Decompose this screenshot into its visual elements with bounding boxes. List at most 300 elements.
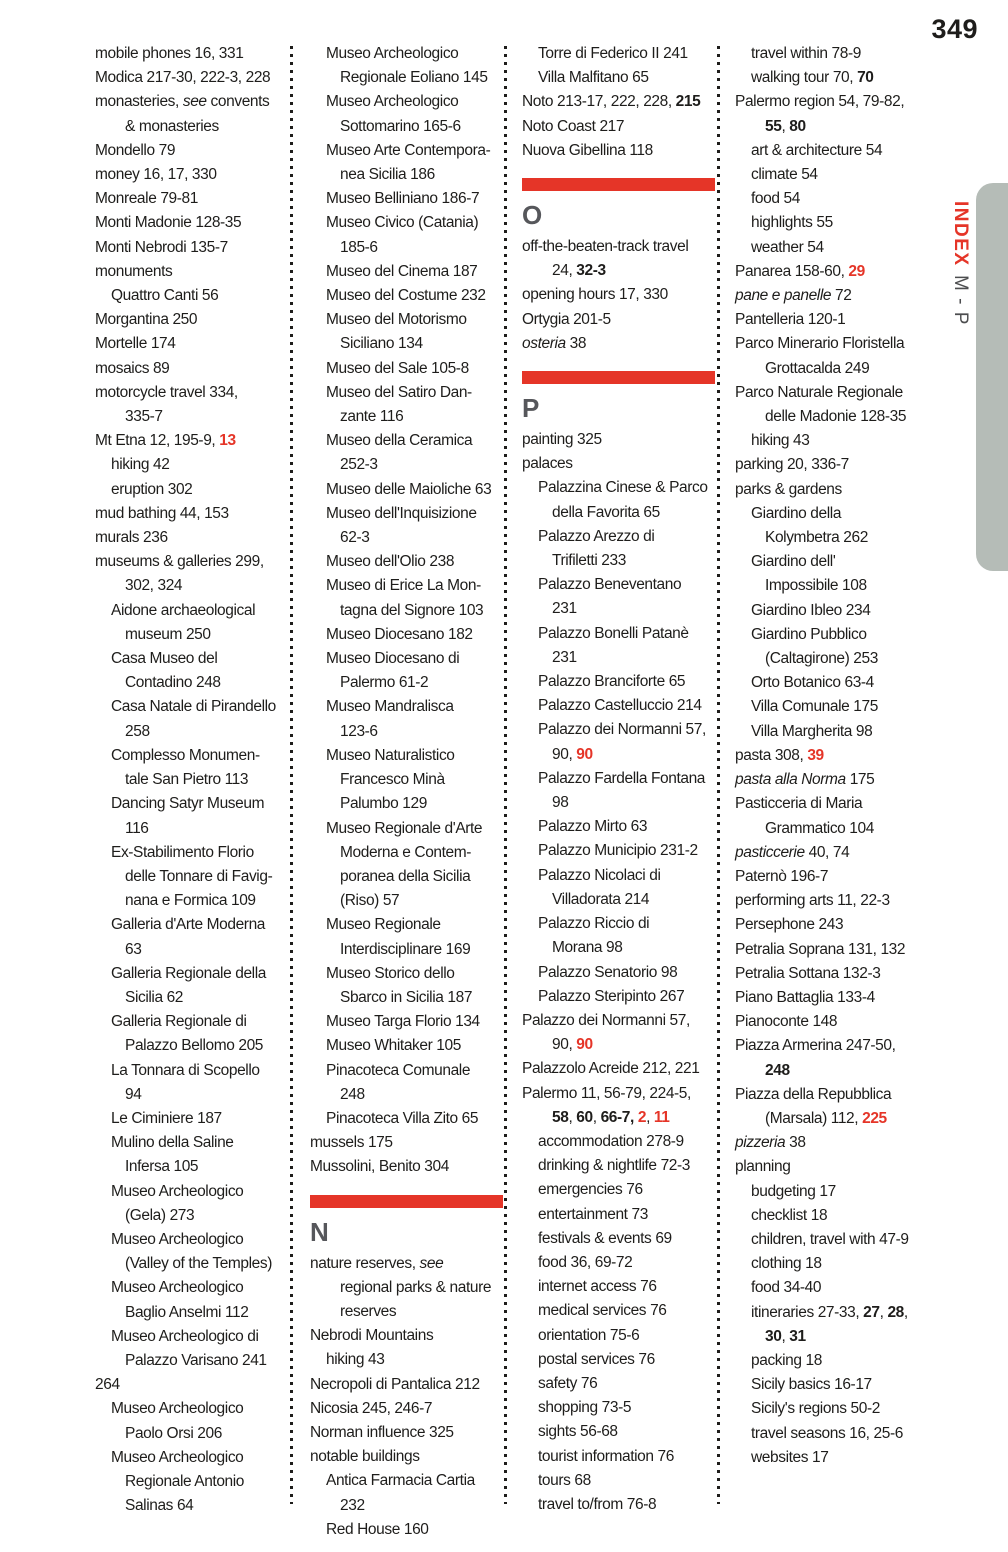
entry-text: hiking 43 — [326, 1351, 385, 1369]
entry-text: Museo dell'Inquisizione — [326, 504, 477, 522]
index-entry-line — [310, 938, 510, 962]
entry-text: Palazzo Riccio di — [538, 915, 650, 933]
index-entry-line — [735, 284, 935, 308]
entry-text: Noto Coast 217 — [522, 117, 625, 135]
entry-text: Giardino dell' — [751, 553, 836, 571]
index-entry-line — [95, 115, 295, 139]
index-entry-line — [522, 1057, 722, 1081]
entry-text: 252-3 — [340, 456, 378, 474]
entry-text: Museo Archeologico — [111, 1448, 244, 1466]
index-entry-line — [95, 308, 295, 332]
entry-text: itineraries 27-33, — [751, 1303, 864, 1321]
entry-text: climate 54 — [751, 166, 818, 184]
index-entry-line — [522, 694, 722, 718]
index-entry-line — [522, 308, 722, 332]
entry-text: monasteries, — [95, 93, 183, 111]
entry-text: 90, — [552, 745, 577, 763]
entry-text: hiking 43 — [751, 432, 810, 450]
page-reference: 58 — [552, 1108, 569, 1126]
entry-text: zante 116 — [340, 408, 404, 426]
entry-text: Mondello 79 — [95, 141, 176, 159]
index-entry-line — [310, 647, 510, 671]
index-entry-line — [310, 1324, 510, 1348]
index-entry-line — [310, 1155, 510, 1179]
index-entry-line — [310, 1300, 510, 1324]
entry-text: pane e panelle — [735, 287, 832, 305]
index-entry-line — [522, 839, 722, 863]
index-entry-line — [310, 913, 510, 937]
entry-text: 90, — [552, 1036, 577, 1054]
entry-text: mud bathing 44, 153 — [95, 504, 229, 522]
index-entry-line — [95, 1107, 295, 1131]
index-entry-line — [95, 550, 295, 574]
entry-text: Sottomarino 165-6 — [340, 117, 461, 135]
index-entry-line — [95, 962, 295, 986]
page-reference: 80 — [789, 117, 806, 135]
entry-text: 231 — [552, 648, 577, 666]
entry-text: mobile phones 16, 331 — [95, 45, 244, 62]
entry-text: Monreale 79-81 — [95, 190, 198, 208]
entry-text: Sicily's regions 50-2 — [751, 1400, 880, 1418]
entry-text: money 16, 17, 330 — [95, 166, 217, 184]
page-number: 349 — [931, 14, 978, 44]
index-entry-line — [95, 1180, 295, 1204]
index-entry-line — [735, 429, 935, 453]
entry-text: Pinacoteca Villa Zito 65 — [326, 1109, 479, 1127]
entry-text: Dancing Satyr Museum — [111, 795, 265, 813]
index-entry-line — [95, 260, 295, 284]
entry-text: Museo Archeologico — [111, 1279, 244, 1297]
section-letter: N — [310, 1216, 329, 1247]
entry-text: Sicily basics 16-17 — [751, 1376, 872, 1394]
entry-text: walking tour 70, — [751, 69, 858, 87]
entry-text: clothing 18 — [751, 1255, 822, 1273]
index-entry-line — [522, 1275, 722, 1299]
entry-text: poranea della Sicilia — [340, 867, 471, 885]
entry-text: (Marsala) 112, — [765, 1109, 863, 1127]
entry-text: Palumbo 129 — [340, 795, 427, 813]
entry-text: Museo Civico (Catania) — [326, 214, 479, 232]
entry-text: 72 — [831, 287, 852, 305]
index-entry-line — [310, 841, 510, 865]
entry-text: Quattro Canti 56 — [111, 287, 219, 305]
index-entry-line — [522, 1106, 722, 1130]
index-entry-line — [310, 1373, 510, 1397]
index-entry-line — [95, 381, 295, 405]
entry-text: Museo Archeologico di — [111, 1327, 259, 1345]
entry-text: packing 18 — [751, 1351, 822, 1369]
entry-text: performing arts 11, 22-3 — [735, 892, 890, 910]
index-entry-line — [735, 695, 935, 719]
index-entry-line — [310, 550, 510, 574]
index-entry-line — [735, 599, 935, 623]
entry-text: Museo Arte Contempora- — [326, 141, 491, 159]
index-entry-line — [310, 478, 510, 502]
entry-text: Red House 160 — [326, 1520, 429, 1538]
index-entry-line — [95, 1470, 295, 1494]
entry-text: travel within 78-9 — [751, 45, 861, 62]
entry-text: Paternò 196-7 — [735, 867, 829, 885]
index-entry-line — [735, 1349, 935, 1373]
index-entry-line — [310, 502, 510, 526]
entry-text: monuments — [95, 262, 173, 280]
entry-text: 335-7 — [125, 408, 163, 426]
entry-text: Palazzo Branciforte 65 — [538, 673, 686, 691]
entry-text: mussels 175 — [310, 1134, 393, 1152]
index-entry-line — [735, 550, 935, 574]
index-entry-line — [310, 1059, 510, 1083]
entry-text: Sicilia 62 — [125, 988, 184, 1006]
index-entry-line — [310, 1469, 510, 1493]
entry-text: eruption 302 — [111, 480, 193, 498]
entry-text: museum 250 — [125, 625, 211, 643]
entry-text: Galleria Regionale della — [111, 964, 266, 982]
entry-text: Museo Naturalistico — [326, 746, 455, 764]
entry-text: 94 — [125, 1085, 142, 1103]
index-entry-line — [735, 211, 935, 235]
index-entry-line — [95, 139, 295, 163]
entry-text: convents — [206, 93, 270, 111]
entry-text: Museo del Costume 232 — [326, 287, 486, 305]
entry-text: tours 68 — [538, 1471, 591, 1489]
section-divider-bar — [522, 178, 715, 191]
index-entry-line — [310, 1034, 510, 1058]
index-entry-line — [522, 1420, 722, 1444]
index-entry-line — [735, 1034, 935, 1058]
index-entry-line — [95, 792, 295, 816]
entry-text: 40, 74 — [804, 843, 850, 861]
index-entry-line — [735, 744, 935, 768]
entry-text: Museo di Erice La Mon- — [326, 577, 481, 595]
page-reference: 28 — [887, 1303, 904, 1321]
entry-text: Museo Archeologico — [326, 45, 459, 62]
entry-text: travel seasons 16, 25-6 — [751, 1424, 903, 1442]
entry-text: & monasteries — [125, 117, 219, 135]
index-entry-line — [735, 962, 935, 986]
index-entry-line — [735, 42, 935, 66]
index-entry-line — [735, 1373, 935, 1397]
entry-text: Museo del Satiro Dan- — [326, 383, 472, 401]
index-entry-line — [735, 1180, 935, 1204]
index-entry-line — [522, 1009, 722, 1033]
index-entry-line — [95, 429, 295, 453]
index-entry-line — [95, 695, 295, 719]
entry-text: museums & galleries 299, — [95, 553, 264, 571]
entry-text: Villa Comunale 175 — [751, 698, 878, 716]
index-entry-line — [735, 1228, 935, 1252]
index-entry-line — [522, 1299, 722, 1323]
index-entry-line — [735, 647, 935, 671]
index-entry-line — [310, 744, 510, 768]
index-entry-line — [310, 1397, 510, 1421]
index-entry-line — [310, 1107, 510, 1131]
index-entry-line — [95, 405, 295, 429]
index-entry-line — [95, 1301, 295, 1325]
index-entry-line — [735, 938, 935, 962]
index-entry-line — [95, 1349, 295, 1373]
entry-text: see — [182, 93, 207, 111]
entry-text: (Gela) 273 — [125, 1206, 195, 1224]
entry-text: Piazza Armerina 247-50, — [735, 1037, 896, 1055]
column-separator — [290, 46, 293, 1504]
index-entry-line — [735, 115, 935, 139]
page-reference: 90 — [576, 1036, 593, 1054]
entry-text: Aidone archaeological — [111, 601, 256, 619]
index-entry-line — [522, 90, 722, 114]
index-entry-line — [522, 332, 722, 356]
index-entry-line — [95, 187, 295, 211]
index-entry-line — [735, 453, 935, 477]
index-entry-line — [95, 66, 295, 90]
entry-text: Palazzo Arezzo di — [538, 527, 655, 545]
entry-text: drinking & nightlife 72-3 — [538, 1157, 690, 1175]
index-entry-line — [522, 1154, 722, 1178]
entry-text: Villadorata 214 — [552, 890, 650, 908]
entry-text: highlights 55 — [751, 214, 833, 232]
index-entry-line — [735, 66, 935, 90]
entry-text: Paolo Orsi 206 — [125, 1424, 222, 1442]
index-entry-line — [310, 792, 510, 816]
index-column-4 — [735, 42, 935, 1470]
page-reference: 29 — [848, 262, 865, 280]
index-entry-line — [522, 42, 722, 66]
index-entry-line — [95, 1155, 295, 1179]
entry-text: Le Ciminiere 187 — [111, 1109, 222, 1127]
entry-text: Kolymbetra 262 — [765, 529, 868, 547]
index-entry-line — [735, 163, 935, 187]
index-entry-line — [522, 791, 722, 815]
entry-text: , — [568, 1108, 577, 1126]
index-entry-line — [310, 962, 510, 986]
entry-text: Complesso Monumen- — [111, 746, 260, 764]
entry-text: delle Madonie 128-35 — [765, 408, 907, 426]
index-entry-line — [522, 767, 722, 791]
index-entry-line — [522, 115, 722, 139]
entry-text: Mortelle 174 — [95, 335, 176, 353]
entry-text: Casa Museo del — [111, 650, 218, 668]
entry-text: Pantelleria 120-1 — [735, 311, 846, 329]
page-reference: 90 — [576, 745, 593, 763]
entry-text: Palazzo Bonelli Patanè — [538, 624, 689, 642]
index-entry-line — [522, 66, 722, 90]
entry-text: Palazzo Municipio 231-2 — [538, 842, 698, 860]
entry-text: delle Tonnare di Favig- — [125, 867, 273, 885]
index-entry-line — [310, 817, 510, 841]
index-entry-line — [735, 1059, 935, 1083]
entry-text: 38 — [565, 334, 587, 352]
index-entry-line — [735, 405, 935, 429]
index-entry-line — [310, 236, 510, 260]
entry-text: Palermo region 54, 79-82, — [735, 93, 905, 111]
thumb-tab-label — [949, 201, 971, 325]
index-entry-line — [310, 163, 510, 187]
index-entry-line — [310, 42, 510, 66]
index-entry-line — [522, 139, 722, 163]
entry-text: tourist information 76 — [538, 1447, 674, 1465]
entry-text: painting 325 — [522, 431, 602, 449]
page-reference: 13 — [219, 432, 236, 450]
index-entry-line — [310, 260, 510, 284]
index-entry-line — [735, 1252, 935, 1276]
index-entry-line — [310, 671, 510, 695]
index-entry-line — [735, 1422, 935, 1446]
index-entry-line — [522, 815, 722, 839]
entry-text: Museo Storico dello — [326, 964, 455, 982]
index-entry-line — [735, 1083, 935, 1107]
entry-text: tagna del Signore 103 — [340, 601, 484, 619]
index-entry-line — [522, 1203, 722, 1227]
index-entry-line — [95, 502, 295, 526]
entry-text: palaces — [522, 455, 573, 473]
index-entry-line — [95, 1373, 295, 1397]
entry-text: Orto Botanico 63-4 — [751, 674, 874, 692]
index-entry-line — [735, 841, 935, 865]
entry-text: Palazzo Fardella Fontana — [538, 769, 706, 787]
entry-text: Morana 98 — [552, 939, 623, 957]
index-entry-line — [310, 1276, 510, 1300]
entry-text: osteria — [522, 334, 566, 352]
entry-text: Regionale Eoliano 145 — [340, 69, 488, 87]
index-entry-line — [310, 405, 510, 429]
index-entry-line — [95, 236, 295, 260]
index-entry-line — [735, 308, 935, 332]
entry-text: mosaics 89 — [95, 359, 170, 377]
entry-text: art & architecture 54 — [751, 141, 883, 159]
index-entry-line — [95, 671, 295, 695]
index-entry-line — [735, 1301, 935, 1325]
index-entry-line — [522, 1130, 722, 1154]
entry-text: (Riso) 57 — [340, 892, 400, 910]
entry-text: 232 — [340, 1496, 365, 1514]
index-entry-line — [522, 743, 722, 767]
index-entry-line — [95, 744, 295, 768]
entry-text: Siciliano 134 — [340, 335, 423, 353]
entry-text: children, travel with 47-9 — [751, 1230, 909, 1248]
index-entry-line — [95, 284, 295, 308]
index-entry-line — [735, 817, 935, 841]
index-entry-line — [95, 647, 295, 671]
entry-text: Museo del Sale 105-8 — [326, 359, 469, 377]
index-entry-line — [95, 42, 295, 66]
index-entry-line — [95, 1276, 295, 1300]
entry-text: Modica 217-30, 222-3, 228 — [95, 69, 271, 87]
entry-text: tale San Pietro 113 — [125, 771, 249, 789]
page-reference: 30 — [765, 1327, 782, 1345]
index-entry-line — [310, 768, 510, 792]
section-letter: P — [522, 393, 540, 424]
index-entry-line — [95, 865, 295, 889]
entry-text: 116 — [125, 819, 149, 837]
index-entry-line — [522, 888, 722, 912]
entry-text: Nicosia 245, 246-7 — [310, 1399, 433, 1417]
page-reference: 31 — [789, 1327, 806, 1345]
index-entry-line — [310, 695, 510, 719]
entry-text: 258 — [125, 722, 150, 740]
index-entry-line — [735, 1131, 935, 1155]
entry-text: orientation 75-6 — [538, 1326, 640, 1344]
index-entry-line — [310, 332, 510, 356]
page-reference: 248 — [765, 1061, 790, 1079]
index-entry-line — [95, 90, 295, 114]
page-reference: 2 — [637, 1108, 647, 1126]
index-entry-line — [735, 1107, 935, 1131]
index-entry-line — [95, 332, 295, 356]
entry-text: Museo Regionale d'Arte — [326, 819, 483, 837]
entry-text: , — [781, 1327, 790, 1345]
index-entry-line — [95, 623, 295, 647]
entry-text: Parco Naturale Regionale — [735, 383, 903, 401]
entry-text: Museo delle Maioliche 63 — [326, 480, 492, 498]
index-entry-line — [95, 889, 295, 913]
index-entry-line — [522, 670, 722, 694]
index-entry-line — [522, 428, 722, 452]
entry-text: Casa Natale di Pirandello — [111, 698, 276, 716]
index-entry-line — [310, 187, 510, 211]
entry-text: Palazzo Bellomo 205 — [125, 1037, 264, 1055]
entry-text: Palazzo dei Normanni 57, — [538, 721, 706, 739]
index-entry-line — [735, 90, 935, 114]
entry-text: La Tonnara di Scopello — [111, 1061, 260, 1079]
entry-text: Mulino della Saline — [111, 1134, 234, 1152]
index-entry-line — [522, 597, 722, 621]
entry-text: della Favorita 65 — [552, 503, 660, 521]
index-entry-line — [95, 163, 295, 187]
entry-text: Museo del Cinema 187 — [326, 262, 478, 280]
entry-text: Petralia Soprana 131, 132 — [735, 940, 906, 958]
entry-text: nana e Formica 109 — [125, 892, 256, 910]
index-entry-line — [735, 502, 935, 526]
index-entry-line — [522, 1493, 722, 1517]
page-reference: 66-7, — [600, 1108, 634, 1126]
entry-text: Galleria d'Arte Moderna — [111, 916, 266, 934]
index-entry-line — [310, 90, 510, 114]
index-entry-line — [310, 381, 510, 405]
index-entry-line — [522, 1396, 722, 1420]
index-entry-line — [310, 1445, 510, 1469]
entry-text: Grottacalda 249 — [765, 359, 870, 377]
index-entry-line — [95, 599, 295, 623]
index-entry-line — [310, 526, 510, 550]
entry-text: Morgantina 250 — [95, 311, 198, 329]
entry-text: parks & gardens — [735, 480, 842, 498]
entry-text: planning — [735, 1158, 791, 1176]
entry-text: Galleria Regionale di — [111, 1013, 247, 1031]
entry-text: weather 54 — [751, 238, 824, 256]
entry-text: Villa Margherita 98 — [751, 722, 873, 740]
index-entry-line — [735, 792, 935, 816]
index-entry-line — [310, 357, 510, 381]
index-entry-line — [735, 865, 935, 889]
entry-text: Impossibile 108 — [765, 577, 867, 595]
index-entry-line — [95, 768, 295, 792]
index-entry-line — [95, 1494, 295, 1518]
entry-text: Museo Diocesano di — [326, 650, 460, 668]
entry-text: Petralia Sottana 132-3 — [735, 964, 881, 982]
index-entry-line — [522, 1445, 722, 1469]
entry-text: nature reserves, — [310, 1254, 420, 1272]
index-entry-line — [310, 1010, 510, 1034]
index-entry-line — [735, 260, 935, 284]
entry-text: Panarea 158-60, — [735, 262, 849, 280]
index-entry-line — [522, 573, 722, 597]
entry-text: , — [903, 1303, 908, 1321]
index-column-3 — [522, 42, 722, 1517]
entry-text: Palazzo Varisano 241 — [125, 1351, 267, 1369]
entry-text: hiking 42 — [111, 456, 170, 474]
entry-text: Piazza della Repubblica — [735, 1085, 892, 1103]
index-range-label: M - P — [950, 274, 971, 325]
entry-text: Museo Targa Florio 134 — [326, 1013, 480, 1031]
